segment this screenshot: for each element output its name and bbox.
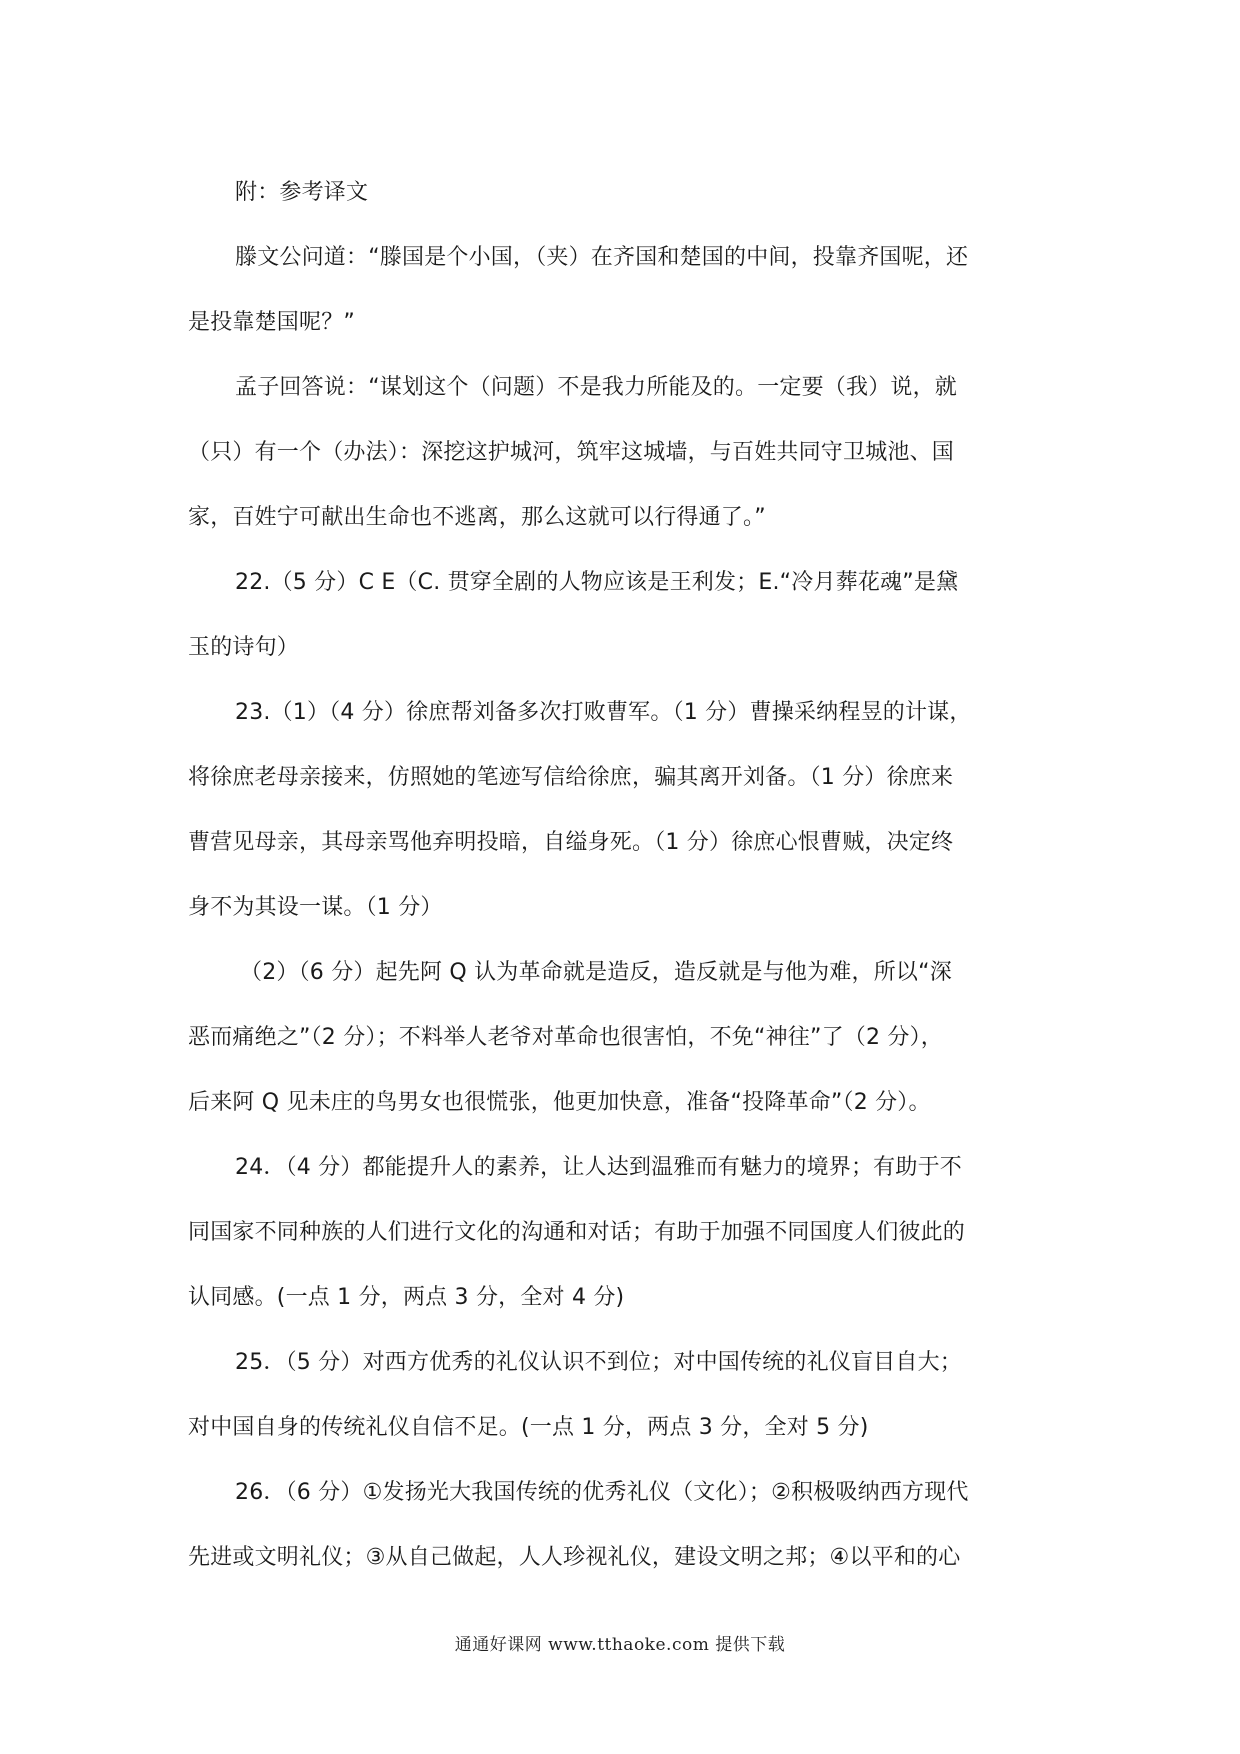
text-line: 将徐庶老母亲接来，仿照她的笔迹写信给徐庶，骗其离开刘备。（1 分）徐庶来: [188, 765, 954, 790]
text-line: 23.（1）（4 分）徐庶帮刘备多次打败曹军。（1 分）曹操采纳程昱的计谋，: [235, 700, 972, 725]
answer-26: [188, 1460, 1056, 1590]
text-line: 附：参考译文: [235, 180, 369, 205]
text-line: 26．（6 分）①发扬光大我国传统的优秀礼仪（文化）；②积极吸纳西方现代: [235, 1480, 969, 1505]
text-line: 先进或文明礼仪；③从自己做起，人人珍视礼仪，建设文明之邦；④以平和的心: [188, 1545, 961, 1570]
text-line: 玉的诗句）: [188, 635, 300, 660]
text-line: 认同感。(一点 1 分，两点 3 分，全对 4 分): [188, 1285, 625, 1310]
answer-22: [188, 550, 1056, 680]
text-line: 同国家不同种族的人们进行文化的沟通和对话；有助于加强不同国度人们彼此的: [188, 1220, 966, 1245]
answer-23-2: [188, 940, 1056, 1135]
answer-25: [188, 1330, 1056, 1460]
text-line: 是投靠楚国呢？”: [188, 310, 355, 335]
text-line: 孟子回答说：“谋划这个（问题）不是我力所能及的。一定要（我）说，就: [235, 375, 957, 400]
heading-paragraph: [188, 160, 1056, 225]
answer-24: [188, 1135, 1056, 1330]
answer-23-1: [188, 680, 1056, 940]
text-line: 对中国自身的传统礼仪自信不足。(一点 1 分，两点 3 分，全对 5 分): [188, 1415, 869, 1440]
document-body: [188, 160, 1056, 1590]
text-line: （只）有一个（办法）：深挖这护城河，筑牢这城墙，与百姓共同守卫城池、国: [188, 440, 955, 465]
text-line: 身不为其设一谋。（1 分）: [188, 895, 443, 920]
page-footer: 通通好课网 www.tthaoke.com 提供下载: [454, 1635, 786, 1655]
translation-paragraph-1: [188, 225, 1056, 355]
text-line: 后来阿 Q 见未庄的鸟男女也很慌张，他更加快意，准备“投降革命”（2 分）。: [188, 1090, 931, 1115]
translation-paragraph-2: [188, 355, 1056, 550]
text-line: 滕文公问道：“滕国是个小国，（夹）在齐国和楚国的中间，投靠齐国呢，还: [235, 245, 969, 270]
text-line: 22.（5 分）C E（C. 贯穿全剧的人物应该是王利发；E.“冷月葬花魂”是黛: [235, 570, 959, 595]
text-line: 曹营见母亲，其母亲骂他弃明投暗，自缢身死。（1 分）徐庶心恨曹贼，决定终: [188, 830, 954, 855]
text-line: 24．（4 分）都能提升人的素养，让人达到温雅而有魅力的境界；有助于不: [235, 1155, 962, 1180]
text-line: （2）（6 分）起先阿 Q 认为革命就是造反，造反就是与他为难，所以“深: [240, 960, 952, 985]
text-line: 家，百姓宁可献出生命也不逃离，那么这就可以行得通了。”: [188, 505, 766, 530]
text-line: 恶而痛绝之”（2 分）；不料举人老爷对革命也很害怕，不免“神往”了（2 分），: [188, 1025, 943, 1050]
text-line: 25．（5 分）对西方优秀的礼仪认识不到位；对中国传统的礼仪盲目自大；: [235, 1350, 962, 1375]
